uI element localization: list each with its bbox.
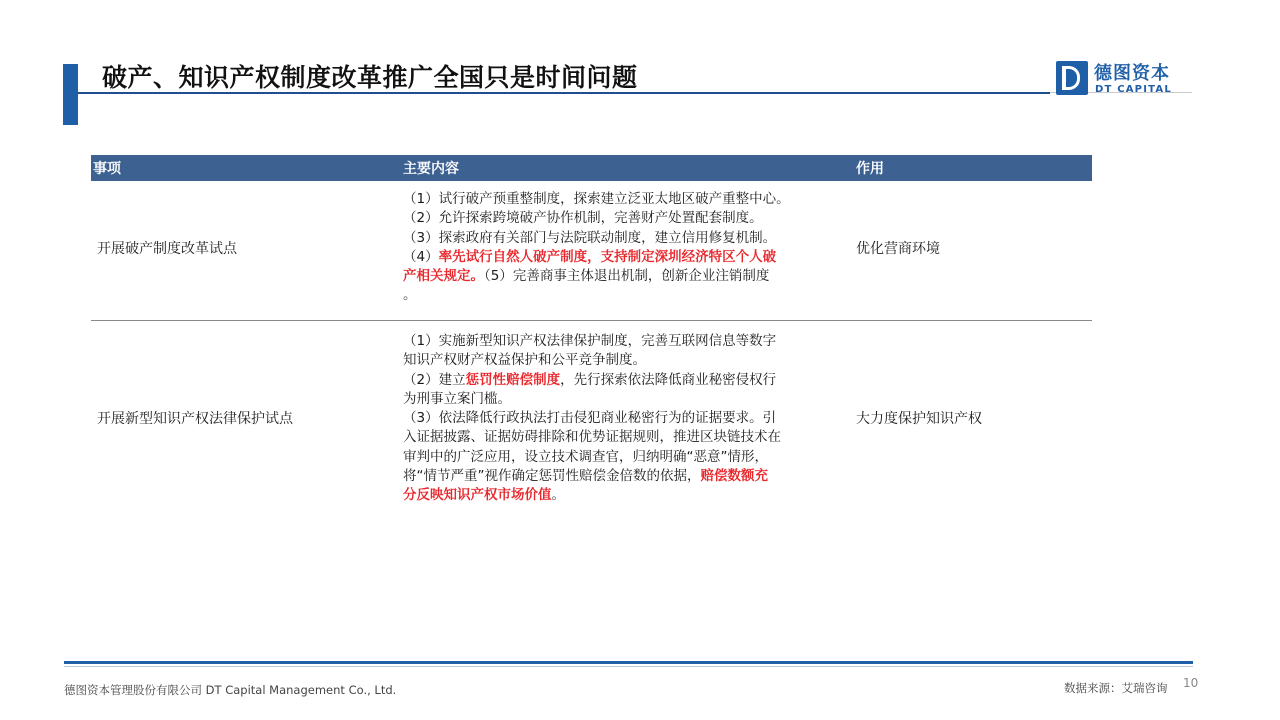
content-line (403, 428, 853, 447)
content-line (403, 486, 853, 505)
content-text: 。 (551, 487, 565, 504)
content-line (403, 190, 853, 209)
footer-source: 数据来源：艾瑞咨询 (1064, 681, 1168, 695)
footer-company: 德图资本管理股份有限公司 DT Capital Management Co., Ltd. (64, 683, 397, 697)
content-text: 为刑事立案门槛。 (403, 390, 511, 407)
content-text: （2）建立 (403, 371, 466, 388)
content-text: （5）完善商事主体退出机制，创新企业注销制度 (484, 268, 770, 285)
content-line (403, 248, 853, 267)
row-item: 开展新型知识产权法律保护试点 (97, 411, 293, 427)
header-effect: 作用 (856, 161, 884, 177)
content-line (403, 351, 853, 370)
content-text: 。 (403, 287, 417, 304)
content-text: （3）探索政府有关部门与法院联动制度，建立信用修复机制。 (403, 229, 777, 246)
table-header (91, 155, 1092, 181)
content-text: （4） (403, 248, 439, 265)
row-content (403, 332, 853, 506)
row-content (403, 190, 853, 306)
content-line (403, 267, 853, 286)
highlight-text: 产相关规定。 (403, 268, 484, 285)
highlight-text: 赔偿数额充 (700, 468, 768, 485)
content-text: 审判中的广泛应用，设立技术调查官，归纳明确“恶意”情形， (403, 448, 768, 465)
content-line (403, 448, 853, 467)
dt-logo-icon (1056, 61, 1088, 95)
content-text: 知识产权财产权益保护和公平竞争制度。 (403, 352, 646, 369)
header-content: 主要内容 (403, 161, 459, 177)
content-text: （2）允许探索跨境破产协作机制，完善财产处置配套制度。 (403, 210, 763, 227)
content-line (403, 371, 853, 390)
highlight-text: 惩罚性赔偿制度 (465, 371, 561, 388)
content-text: （1）实施新型知识产权法律保护制度，完善互联网信息等数字 (403, 333, 777, 349)
content-text: ，先行探索依法降低商业秘密侵权行 (560, 371, 777, 388)
row-effect: 优化营商环境 (856, 241, 940, 257)
company-logo (1056, 61, 1180, 97)
reform-table (91, 155, 1092, 521)
content-line (403, 390, 853, 409)
content-line (403, 467, 853, 486)
table-row (91, 181, 1092, 321)
footer-divider-thin (64, 666, 1193, 667)
row-effect: 大力度保护知识产权 (856, 411, 982, 427)
header-item: 事项 (93, 161, 121, 177)
content-text: 入证据披露、证据妨碍排除和优势证据规则，推进区块链技术在 (403, 429, 781, 446)
logo-name-cn: 德图资本 (1094, 63, 1170, 84)
logo-name-en: DT CAPITAL (1095, 84, 1172, 95)
content-line (403, 409, 853, 428)
title-divider (78, 92, 1050, 94)
table-row (91, 321, 1092, 521)
title-accent-bar (63, 64, 78, 125)
highlight-text: 分反映知识产权市场价值 (403, 487, 552, 504)
content-text: （1）试行破产预重整制度，探索建立泛亚太地区破产重整中心。 (403, 191, 790, 207)
page-number: 10 (1183, 676, 1199, 690)
content-line (403, 332, 853, 351)
content-text: 将“情节严重”视作确定惩罚性赔偿金倍数的依据， (403, 468, 701, 485)
footer-divider (64, 661, 1193, 664)
row-item: 开展破产制度改革试点 (97, 241, 237, 257)
highlight-text: 率先试行自然人破产制度，支持制定深圳经济特区个人破 (438, 248, 777, 265)
content-text: （3）依法降低行政执法打击侵犯商业秘密行为的证据要求。引 (403, 410, 777, 427)
content-line (403, 286, 853, 305)
content-line (403, 209, 853, 228)
page-title: 破产、知识产权制度改革推广全国只是时间问题 (102, 63, 638, 92)
content-line (403, 229, 853, 248)
